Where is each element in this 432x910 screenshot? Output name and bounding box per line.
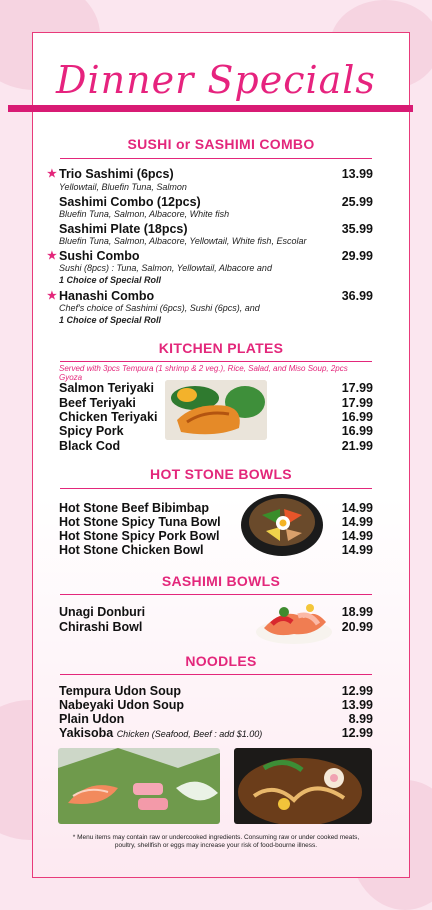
item-description: 1 Choice of Special Roll <box>59 275 162 285</box>
menu-item: Hot Stone Spicy Pork Bowl 14.99 <box>59 529 373 543</box>
menu-item: Hot Stone Spicy Tuna Bowl 14.99 <box>59 515 373 529</box>
menu-item: Sashimi Combo (12pcs) 25.99 <box>59 195 373 209</box>
section-title-stone: HOT STONE BOWLS <box>150 466 292 482</box>
menu-item: Sashimi Plate (18pcs) 35.99 <box>59 222 373 236</box>
item-description: Bluefin Tuna, Salmon, Albacore, Yellowtail, White fish, Escolar <box>59 236 307 246</box>
sashimi-photo <box>58 748 220 824</box>
section-title-kitchen: KITCHEN PLATES <box>158 340 284 356</box>
menu-item: Spicy Pork 16.99 <box>59 424 373 438</box>
section-title-sashimi: SASHIMI BOWLS <box>161 573 281 589</box>
menu-item: Yakisoba Chicken (Seafood, Beef : add $1.00) 12.99 <box>59 726 373 740</box>
page-title: Dinner Specials <box>56 58 376 102</box>
teriyaki-photo <box>165 380 267 440</box>
menu-item: Chicken Teriyaki 16.99 <box>59 410 373 424</box>
chirashi-photo <box>254 598 334 646</box>
section-title-noodles: NOODLES <box>185 653 257 669</box>
menu-item: Plain Udon 8.99 <box>59 712 373 726</box>
footer-disclaimer: * Menu items may contain raw or undercooked ingredients. Consuming raw or under cooked meats, poultry, shellfish or eggs may increase your risk of food-bourne illness. <box>72 834 360 849</box>
sashimi-illustration <box>58 748 220 824</box>
menu-item: Chirashi Bowl 20.99 <box>59 620 373 634</box>
section-title-combo: SUSHI or SASHIMI COMBO <box>127 136 315 152</box>
section-rule <box>60 488 372 489</box>
star-icon: ★ <box>47 168 57 180</box>
kitchen-note: Served with 3pcs Tempura (1 shrimp & 2 veg.), Rice, Salad, and Miso Soup, 2pcs Gyoza <box>59 364 348 382</box>
udon-illustration <box>234 748 372 824</box>
teriyaki-illustration <box>165 380 267 440</box>
item-description: Bluefin Tuna, Salmon, Albacore, White fish <box>59 209 230 219</box>
menu-item: Beef Teriyaki 17.99 <box>59 396 373 410</box>
item-description: 1 Choice of Special Roll <box>59 315 162 325</box>
menu-item: ★ Sushi Combo 29.99 <box>47 249 373 263</box>
section-rule <box>60 594 372 595</box>
section-rule <box>60 674 372 675</box>
udon-photo <box>234 748 372 824</box>
yakisoba-note: Chicken (Seafood, Beef : add $1.00) <box>116 729 263 739</box>
item-description: Chef's choice of Sashimi (6pcs), Sushi (6pcs), and <box>59 303 260 313</box>
menu-item: Nabeyaki Udon Soup 13.99 <box>59 698 373 712</box>
menu-item: ★ Hanashi Combo 36.99 <box>47 289 373 303</box>
item-description: Yellowtail, Bluefin Tuna, Salmon <box>59 182 187 192</box>
menu-item: ★ Trio Sashimi (6pcs) 13.99 <box>47 167 373 181</box>
item-description: Sushi (8pcs) : Tuna, Salmon, Yellowtail, Albacore and <box>59 263 272 273</box>
title-bar <box>8 105 413 112</box>
menu-item: Unagi Donburi 18.99 <box>59 605 373 619</box>
section-rule <box>60 361 372 362</box>
menu-item: Hot Stone Beef Bibimbap 14.99 <box>59 501 373 515</box>
menu-item: Salmon Teriyaki 17.99 <box>59 381 373 395</box>
bibimbap-photo <box>240 489 324 557</box>
bibimbap-illustration <box>240 489 324 557</box>
star-icon: ★ <box>47 250 57 262</box>
section-rule <box>60 158 372 159</box>
menu-item: Black Cod 21.99 <box>59 439 373 453</box>
menu-item: Hot Stone Chicken Bowl 14.99 <box>59 543 373 557</box>
menu-item: Tempura Udon Soup 12.99 <box>59 684 373 698</box>
chirashi-illustration <box>254 598 334 646</box>
star-icon: ★ <box>47 290 57 302</box>
